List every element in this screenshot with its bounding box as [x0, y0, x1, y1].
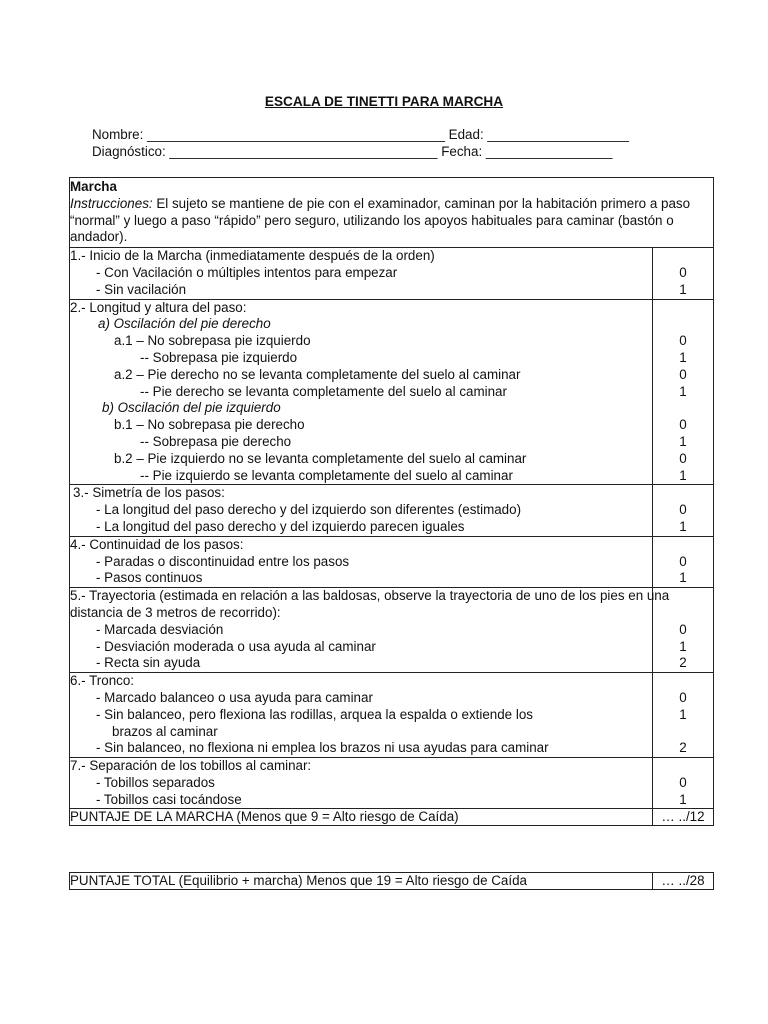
item-7-title: 7.- Separación de los tobillos al caminar: [70, 758, 312, 774]
item-5-row [70, 588, 714, 673]
item-5-option-1: - Marcada desviación [96, 621, 224, 637]
item-3-title: 3.- Simetría de los pasos: [73, 485, 225, 501]
puntaje-marcha-label: PUNTAJE DE LA MARCHA (Menos que 9 = Alto riesgo de Caída) [70, 809, 459, 825]
item-7-option-1: - Tobillos separados [96, 774, 215, 790]
item-2-b1b: -- Sobrepasa pie derecho [140, 433, 292, 449]
item-2-b1: b.1 – No sobrepasa pie derecho [114, 417, 305, 433]
item-2-row [70, 299, 714, 485]
puntaje-marcha-row [70, 809, 714, 826]
item-3-score-2: 1 [679, 518, 687, 534]
puntaje-total-score: … ../28 [661, 873, 705, 888]
item-3-score-1: 0 [679, 502, 687, 518]
item-4-title: 4.- Continuidad de los pasos: [70, 536, 244, 552]
item-2-score-a2: 0 [679, 366, 687, 382]
item-6-row [70, 673, 714, 758]
item-4-score-2: 1 [679, 570, 687, 586]
item-1-row [70, 248, 714, 299]
item-2-score-b1b: 1 [679, 433, 687, 449]
item-7-score-2: 1 [679, 791, 687, 807]
item-5-score-3: 2 [679, 655, 687, 671]
item-7-score-1: 0 [679, 774, 687, 790]
item-2-subtitle-b: b) Oscilación del pie izquierdo [102, 400, 281, 416]
item-4-row [70, 536, 714, 587]
item-5-title: 5.- Trayectoria (estimada en relación a las baldosas, observe la trayectoria de uno de los pies en una distancia de 3 metros de recorrido): [70, 588, 670, 620]
item-5-score-2: 1 [679, 638, 687, 654]
item-6-title: 6.- Tronco: [70, 673, 135, 689]
item-2-a1b: -- Sobrepasa pie izquierdo [140, 349, 298, 365]
item-7-row [70, 758, 714, 809]
marcha-table [69, 177, 714, 826]
item-2-score-b2: 0 [679, 450, 687, 466]
item-3-row [70, 485, 714, 536]
instructions-row [70, 178, 714, 248]
item-5-option-3: - Recta sin ayuda [96, 655, 201, 671]
nombre-edad-line: Nombre: ________________________________________ Edad: ___________________ [92, 127, 629, 142]
diagnostico-fecha-line: Diagnóstico: ____________________________________ Fecha: _________________ [92, 144, 613, 159]
puntaje-total-row [70, 873, 714, 890]
item-2-title: 2.- Longitud y altura del paso: [70, 299, 247, 315]
item-6-score-2: 1 [679, 706, 687, 722]
item-5-score-1: 0 [679, 621, 687, 637]
item-1-title: 1.- Inicio de la Marcha (inmediatamente después de la orden) [70, 248, 435, 264]
item-2-score-a1b: 1 [679, 349, 687, 365]
item-6-option-1: - Marcado balanceo o usa ayuda para caminar [96, 689, 373, 705]
item-1-score-2: 1 [679, 281, 687, 297]
puntaje-total-label: PUNTAJE TOTAL (Equilibrio + marcha) Menos que 19 = Alto riesgo de Caída [70, 873, 527, 888]
item-4-option-2: - Pasos continuos [96, 570, 203, 586]
item-1-option-1: - Con Vacilación o múltiples intentos para empezar [96, 264, 398, 280]
item-2-score-b2b: 1 [679, 467, 687, 483]
item-6-score-1: 0 [679, 689, 687, 705]
instructions-label: Instrucciones: [70, 195, 153, 211]
total-table [69, 872, 714, 890]
item-2-a1: a.1 – No sobrepasa pie izquierdo [114, 333, 311, 349]
item-6-option-2: - Sin balanceo, pero flexiona las rodillas, arquea la espalda o extiende los [96, 706, 533, 722]
item-1-score-1: 0 [679, 264, 687, 280]
item-1-option-2: - Sin vacilación [96, 281, 187, 297]
item-2-subtitle-a: a) Oscilación del pie derecho [98, 316, 271, 332]
puntaje-marcha-score: … ../12 [661, 809, 705, 825]
item-2-score-a2b: 1 [679, 383, 687, 399]
item-6-option-2-cont: brazos al caminar [112, 723, 218, 739]
item-7-option-2: - Tobillos casi tocándose [96, 791, 242, 807]
item-2-a2b: -- Pie derecho se levanta completamente del suelo al caminar [140, 383, 507, 399]
item-2-b2b: -- Pie izquierdo se levanta completamente del suelo al caminar [140, 467, 513, 483]
item-6-option-3: - Sin balanceo, no flexiona ni emplea los brazos ni usa ayudas para caminar [96, 740, 549, 756]
item-5-option-2: - Desviación moderada o usa ayuda al caminar [96, 638, 376, 654]
item-3-option-1: - La longitud del paso derecho y del izquierdo son diferentes (estimado) [96, 502, 522, 518]
instructions-text [70, 196, 713, 246]
item-2-b2: b.2 – Pie izquierdo no se levanta completamente del suelo al caminar [114, 450, 527, 466]
item-4-option-1: - Paradas o discontinuidad entre los pasos [96, 553, 350, 569]
item-2-score-a1: 0 [679, 333, 687, 349]
item-6-score-3: 2 [679, 740, 687, 756]
item-3-option-2: - La longitud del paso derecho y del izquierdo parecen iguales [96, 518, 465, 534]
page-title: ESCALA DE TINETTI PARA MARCHA [264, 94, 504, 109]
item-2-score-b1: 0 [679, 417, 687, 433]
marcha-heading: Marcha [70, 179, 117, 194]
instructions-body: El sujeto se mantiene de pie con el examinador, caminan por la habitación primero a paso “normal” y luego a paso “rápido” pero seguro, utilizando los apoyos habituales para caminar (bastón o andador). [70, 195, 691, 245]
item-2-a2: a.2 – Pie derecho no se levanta completamente del suelo al caminar [114, 366, 521, 382]
item-4-score-1: 0 [679, 553, 687, 569]
